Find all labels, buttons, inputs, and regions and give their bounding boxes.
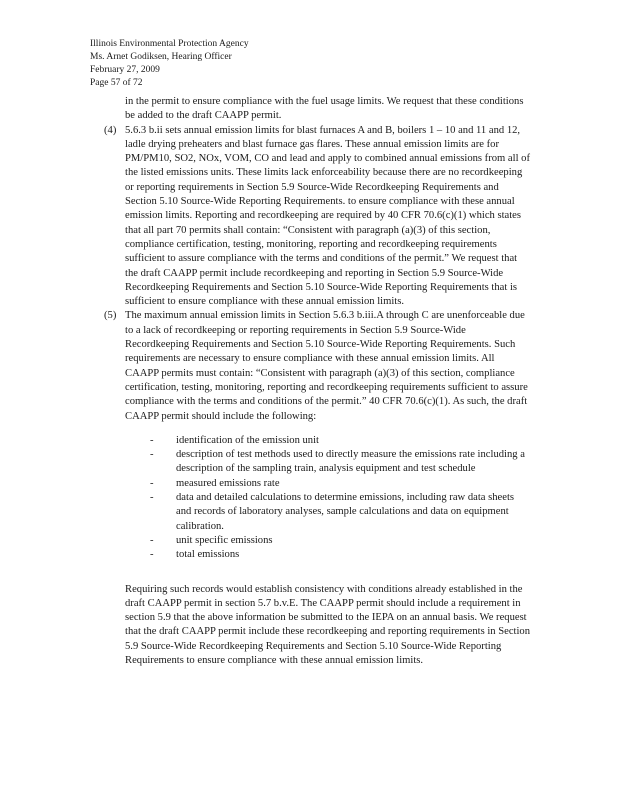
list-dash: - xyxy=(150,534,154,546)
item-text: 5.6.3 b.ii sets annual emission limits for blast furnaces A and B, boilers 1 – 10 and 11 and 12, ladle drying preheaters and blast furnace gas flares. These annual emission limits are for PM/PM10, SO2, NOx, VOM, CO and lead and apply to combined annual emissions from all of the listed emissions units. These limits lack enforceability because there are no recordkeeping or reporting requirements in Section 5.9 Source-Wide Recordkeeping Requirements and Section 5.10 Source-Wide Reporting Requirements. to ensure compliance with these annual emission limits. Reporting and recordkeeping are required by 40 CFR 70.6(c)(1) which states that all part 70 permits shall contain: “Consistent with paragraph (a)(3) of this section, compliance certification, testing, monitoring, reporting and recordkeeping requirements sufficient to assure compliance with the terms and conditions of the permit.” We request that the draft CAAPP permit include recordkeeping and reporting in Section 5.9 Source-Wide Recordkeeping Requirements and Section 5.10 Source-Wide Reporting Requirements that is sufficient to ensure compliance with these annual emission limits. xyxy=(125,124,530,308)
list-item: - identification of the emission unit xyxy=(150,434,530,448)
list-item: - data and detailed calculations to determine emissions, including raw data sheets and records of laboratory analyses, sample calculations and data on equipment calibration. xyxy=(150,492,515,532)
item-number: (5) xyxy=(104,310,117,322)
list-dash: - xyxy=(150,549,154,561)
document-body xyxy=(90,95,530,668)
item-number: (4) xyxy=(104,124,117,136)
list-dash: - xyxy=(150,477,154,489)
item-text: The maximum annual emission limits in Section 5.6.3 b.iii.A through C are unenforceable due to a lack of recordkeeping or reporting requirements in Section 5.9 Source-Wide Recordkeeping Requirements and Section 5.10 Source-Wide Reporting Requirements. Such requirements are necessary to ensure compliance with these annual emission limits. All CAAPP permits must contain: “Consistent with paragraph (a)(3) of this section, compliance certification, testing, monitoring, reporting and recordkeeping requirements sufficient to assure compliance with the terms and conditions of the permit.” 40 CFR 70.6(c)(1). As such, the draft CAAPP permit should include the following: xyxy=(125,310,528,422)
numbered-item-4 xyxy=(90,124,530,310)
page-header xyxy=(90,38,249,90)
list-item: - unit specific emissions xyxy=(150,534,530,548)
intro-continuation: in the permit to ensure compliance with the fuel usage limits. We request that these conditions be added to the draft CAAPP permit. xyxy=(125,96,524,122)
requirements-list xyxy=(90,434,530,563)
header-officer: Ms. Arnet Godiksen, Hearing Officer xyxy=(90,52,232,62)
list-item: - description of test methods used to directly measure the emissions rate including a description of the sampling train, analysis equipment and test schedule xyxy=(150,449,525,475)
header-date: February 27, 2009 xyxy=(90,65,160,75)
list-dash: - xyxy=(150,449,154,461)
list-dash: - xyxy=(150,492,154,504)
list-item: - measured emissions rate xyxy=(150,477,530,491)
closing-paragraph: Requiring such records would establish consistency with conditions already established in the draft CAAPP permit in section 5.7 b.v.E. The CAAPP permit should include a requirement in section 5.9 that the above information be submitted to the IEPA on an annual basis. We request that the draft CAAPP permit include these recordkeeping and reporting requirements in Section 5.9 Source-Wide Recordkeeping Requirements and Section 5.10 Source-Wide Reporting Requirements to ensure compliance with these annual emission limits. xyxy=(125,583,530,666)
list-dash: - xyxy=(150,434,154,446)
header-agency: Illinois Environmental Protection Agency xyxy=(90,39,249,49)
numbered-item-5 xyxy=(90,309,530,423)
list-item: - total emissions xyxy=(150,548,530,562)
header-page-number: Page 57 of 72 xyxy=(90,78,143,88)
